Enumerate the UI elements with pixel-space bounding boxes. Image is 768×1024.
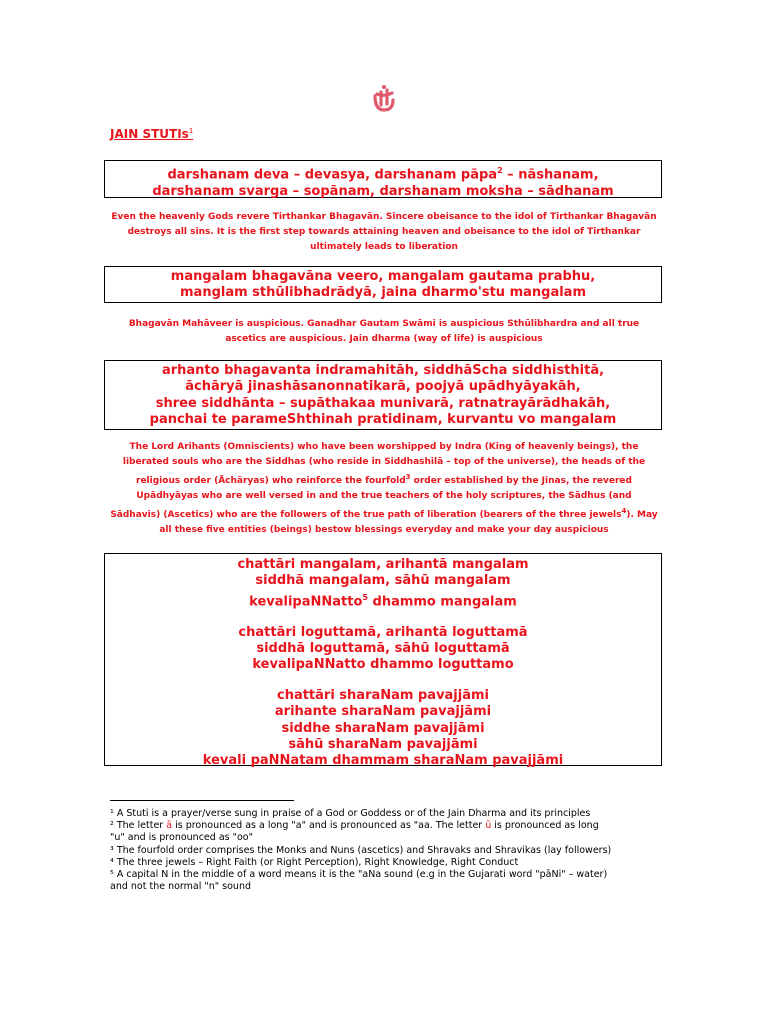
stuti-meaning: Bhagavān Mahāveer is auspicious. Ganadhar Gautam Swāmi is auspicious Sthūlibhardra and all true ascetics are auspicious. Jain dharma (way of life) is auspicious xyxy=(128,319,640,344)
verse-line: kevalipaNNatto$^5$ dhammo mangalam xyxy=(249,592,517,610)
stuti-verse-box xyxy=(104,266,662,303)
verse-line: siddhā mangalam, sāhū mangalam xyxy=(255,573,511,589)
verse-line: panchai te parameShthinah pratidinam, kurvantu vo mangalam xyxy=(149,412,617,428)
stuti-verse-box xyxy=(104,360,662,430)
verse-line: sāhū sharaNam pavajjāmi xyxy=(288,736,478,752)
verse-line: siddhe sharaNam pavajjāmi xyxy=(281,720,485,736)
footnote-ref: 1 xyxy=(188,127,194,135)
verse-line: kevalipaNNatto dhammo loguttamo xyxy=(252,657,514,673)
verse-line: manglam sthūlibhadrādyā, jaina dharmo'stu mangalam xyxy=(180,285,586,301)
verse-line: kevali paNNatam dhammam sharaNam pavajjāmi xyxy=(202,753,564,769)
jain-om-symbol-icon xyxy=(372,84,396,118)
footnote-5: ⁵ A capital N in the middle of a word means it is the "aNa sound (e.g in the Gujarati word "pāNi" – water) xyxy=(110,869,608,881)
footnotes xyxy=(110,808,670,893)
verse-line: mangalam bhagavāna veero, mangalam gautama prabhu, xyxy=(170,269,596,284)
verse-line: shree siddhānta – supāthakaa munivarā, ratnatrayārādhakāh, xyxy=(155,395,611,411)
verse-line: chattāri loguttamā, arihantā loguttamā xyxy=(238,624,528,640)
footnote-5-cont: and not the normal "n" sound xyxy=(110,881,252,893)
verse-line: darshanam deva – devasya, darshanam pāpa$^2$ – nāshanam, xyxy=(167,166,599,183)
verse-line: chattāri sharaNam pavajjāmi xyxy=(276,687,489,703)
verse-line: arhanto bhagavanta indramahitāh, siddhāScha siddhisthitā, xyxy=(161,363,605,378)
stuti-verse-box xyxy=(104,553,662,769)
footnote-1: ¹ A Stuti is a prayer/verse sung in praise of a God or Goddess or of the Jain Dharma and its principles xyxy=(110,808,591,819)
verse-line: āchāryā jinashāsanonnatikarā, poojyā upādhyāyakāh, xyxy=(185,379,581,395)
stuti-meaning: The Lord Arihants (Omniscients) who have been worshipped by Indra (King of heavenly beings), the liberated souls who are the Siddhas (who reside in Siddhashilā – top of the universe), the heads of the religious order (Āchāryas) who reinforce the fourfold$^3$ order established by the Jinas, the revered Upādhyāyas who are well versed in and the true teachers of the holy scriptures, the Sādhus (and Sādhavis) (Ascetics) who are the followers of the true path of liberation (bearers of the three jewels$^4$). May all these five entities (beings) bestow blessings everyday and make your day auspicious xyxy=(110,442,658,535)
verse-line: siddhā loguttamā, sāhū loguttamā xyxy=(256,640,510,656)
verse-line: chattāri mangalam, arihantā mangalam xyxy=(237,557,529,572)
stuti-verse-box xyxy=(104,160,662,198)
footnote-2-cont: "u" and is pronounced as "oo" xyxy=(110,832,253,844)
verse-line: darshanam svarga – sopānam, darshanam moksha – sādhanam xyxy=(152,183,614,199)
footnote-ref: 5 xyxy=(362,592,368,602)
footnote-3: ³ The fourfold order comprises the Monks and Nuns (ascetics) and Shravaks and Shravikas (lay followers) xyxy=(110,844,612,856)
footnote-divider xyxy=(110,800,294,801)
page-title: JAIN STUTIs$^1$ xyxy=(110,127,194,141)
footnote-ref: 3 xyxy=(405,473,411,481)
footnote-ref: 4 xyxy=(621,507,627,515)
footnote-4: ⁴ The three jewels – Right Faith (or Right Perception), Right Knowledge, Right Conduct xyxy=(110,856,519,868)
footnote-2: ² The letter ā is pronounced as a long "a" and is pronounced as "aa. The letter ū is pronounced as long xyxy=(110,820,599,832)
verse-line: arihante sharaNam pavajjāmi xyxy=(274,704,492,720)
stuti-meaning: Even the heavenly Gods revere Tirthankar Bhagavān. Sincere obeisance to the idol of Tirthankar Bhagavān destroys all sins. It is the first step towards attaining heaven and obeisance to the idol of Tirthankar ultimately leads to liberation xyxy=(111,212,657,252)
